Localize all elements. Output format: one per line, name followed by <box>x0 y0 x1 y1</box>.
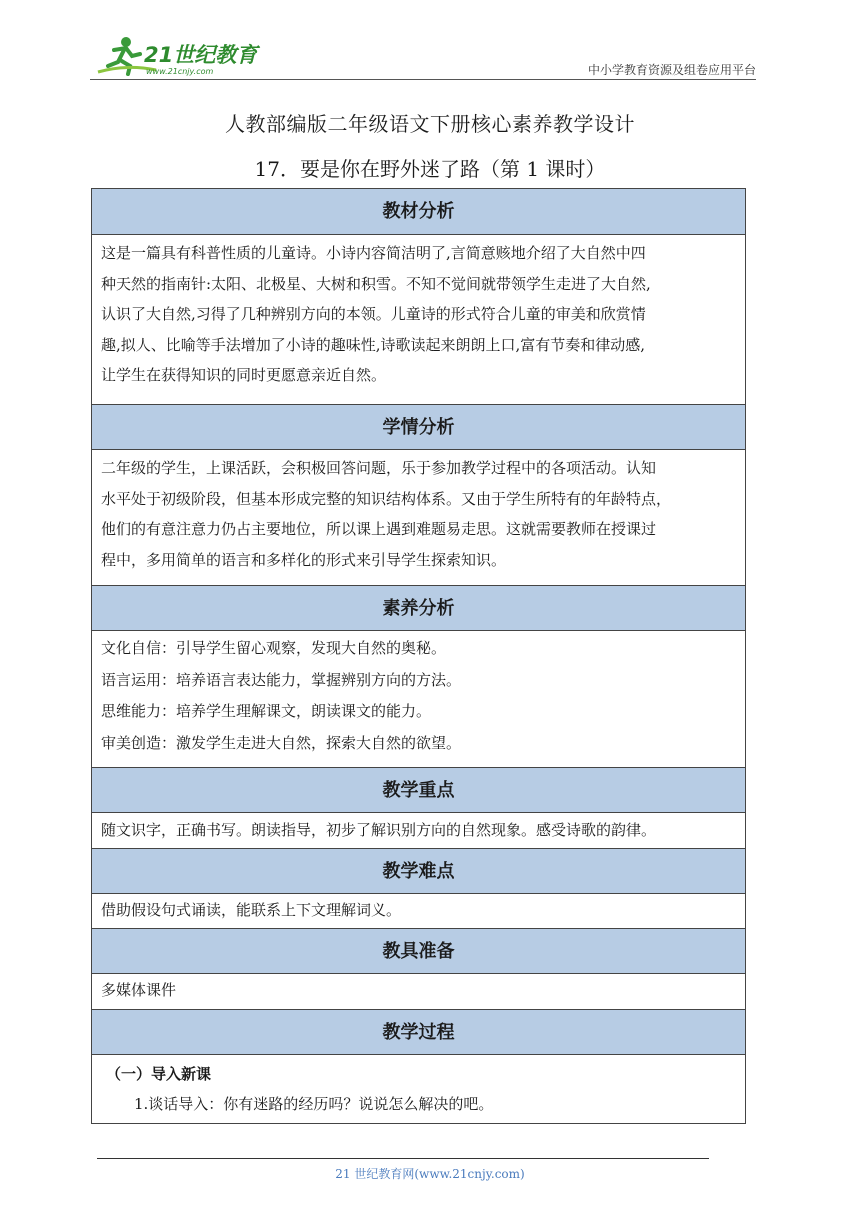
process-item: 1.谈话导入：你有迷路的经历吗？说说怎么解决的吧。 <box>134 1095 494 1113</box>
section-heading-literacy: 素养分析 <box>92 586 745 631</box>
lesson-plan-table <box>91 188 746 1124</box>
textbook-analysis-body <box>92 235 745 405</box>
header-divider <box>90 79 756 80</box>
learner-analysis-body <box>92 450 745 586</box>
section-heading-textbook: 教材分析 <box>92 189 745 235</box>
text-line: 水平处于初级阶段，但基本形成完整的知识结构体系。又由于学生所特有的年龄特点， <box>101 489 672 508</box>
section-heading-difficulty: 教学难点 <box>92 849 745 894</box>
list-item: 思维能力：培养学生理解课文，朗读课文的能力。 <box>101 702 432 720</box>
text-line: 趣,拟人、比喻等手法增加了小诗的趣味性,诗歌读起来朗朗上口,富有节奏和律动感, <box>101 335 646 354</box>
section-heading-process: 教学过程 <box>92 1010 745 1055</box>
footer-link[interactable]: 21 世纪教育网(www.21cnjy.com) <box>335 1167 525 1181</box>
process-subheading: （一）导入新课 <box>106 1065 212 1083</box>
section-heading-tools: 教具准备 <box>92 929 745 974</box>
teaching-tools-body: 多媒体课件 <box>92 974 745 1010</box>
text-line: 二年级的学生，上课活跃，会积极回答问题，乐于参加教学过程中的各项活动。认知 <box>101 459 657 477</box>
section-heading-learner: 学情分析 <box>92 405 745 450</box>
footer-divider <box>97 1158 709 1159</box>
literacy-analysis-body <box>92 631 745 768</box>
text-line: 认识了大自然,习得了几种辨别方向的本领。儿童诗的形式符合儿童的审美和欣赏情 <box>101 305 646 323</box>
list-item: 审美创造：激发学生走进大自然，探索大自然的欲望。 <box>101 733 462 752</box>
text-line: 种天然的指南针:太阳、北极星、大树和积雪。不知不觉间就带领学生走进了大自然, <box>101 274 651 293</box>
teaching-difficulty-body: 借助假设句式诵读，能联系上下文理解词义。 <box>92 894 745 929</box>
teaching-process-body <box>92 1055 745 1124</box>
logo-url: www.21cnjy.com <box>146 67 214 76</box>
list-item: 语言运用：培养语言表达能力，掌握辨别方向的方法。 <box>101 670 462 689</box>
text-line: 程中，多用简单的语言和多样化的形式来引导学生探索知识。 <box>101 550 507 569</box>
site-logo[interactable] <box>96 34 266 80</box>
platform-name: 中小学教育资源及组卷应用平台 <box>587 63 756 77</box>
document-title: 人教部编版二年级语文下册核心素养教学设计 <box>225 112 635 136</box>
teaching-focus-body: 随文识字，正确书写。朗读指导，初步了解识别方向的自然现象。感受诗歌的韵律。 <box>92 813 745 849</box>
logo-text: 21世纪教育 <box>144 43 258 67</box>
text-line: 他们的有意注意力仍占主要地位，所以课上遇到难题易走思。这就需要教师在授课过 <box>101 520 657 538</box>
text-line: 这是一篇具有科普性质的儿童诗。小诗内容简洁明了,言简意赅地介绍了大自然中四 <box>101 244 646 262</box>
section-heading-focus: 教学重点 <box>92 768 745 813</box>
list-item: 文化自信：引导学生留心观察，发现大自然的奥秘。 <box>101 639 447 657</box>
text-line: 让学生在获得知识的同时更愿意亲近自然。 <box>101 366 387 384</box>
lesson-title: 17．要是你在野外迷了路（第 1 课时） <box>254 157 606 181</box>
